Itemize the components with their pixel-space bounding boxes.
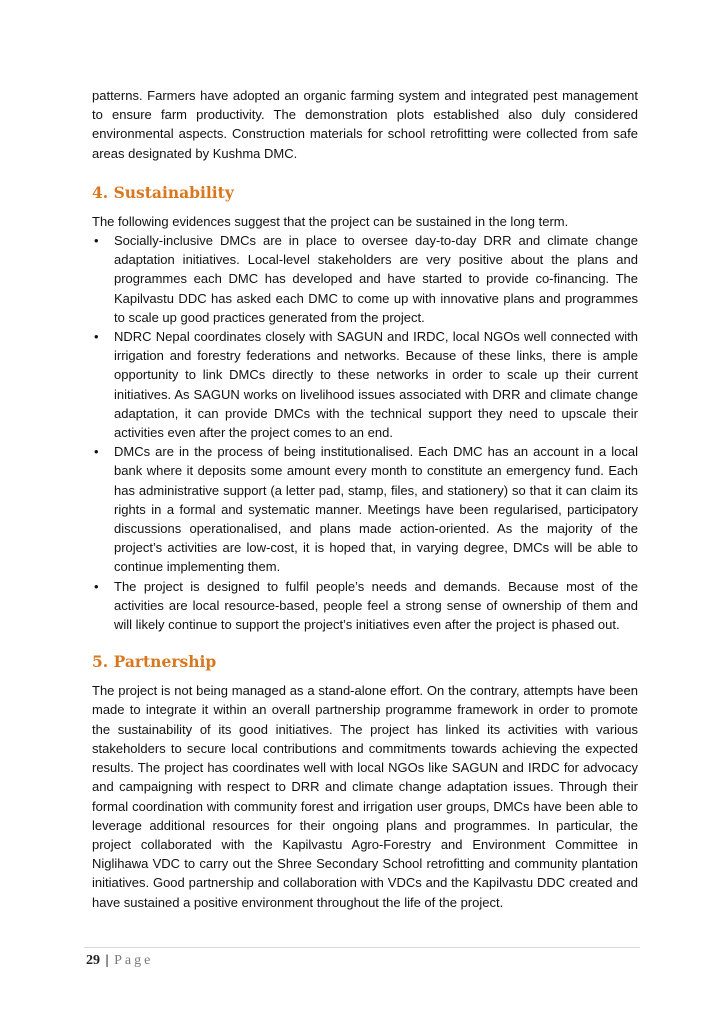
sustainability-heading: 4. Sustainability bbox=[92, 182, 234, 202]
document-page bbox=[92, 86, 638, 912]
sustainability-intro: The following evidences suggest that the project can be sustained in the long term. bbox=[92, 213, 569, 229]
bullet-icon: • bbox=[94, 444, 99, 460]
partnership-paragraph: The project is not being managed as a stand-alone effort. On the contrary, attempts have been made to integrate it within an overall partnership programme framework in order to promote the sustainability of its good initiatives. The project has linked its activities with various stakeholders to secure local contributions and commitments towards achieving the expected results. The project has coordinates well with local NGOs like SAGUN and IRDC for advocacy and campaigning with respect to DRR and climate change adaptation issues. Through their formal coordination with community forest and irrigation user groups, DMCs have been able to leverage additional resources for their ongoing plans and programmes. In particular, the project collaborated with the Kapilvastu Agro-Forestry and Environment Committee in Niglihawa VDC to carry out the Shree Secondary School retrofitting and community plantation initiatives. Good partnership and collaboration with VDCs and the Kapilvastu DDC created and have sustained a positive environment throughout the life of the project. bbox=[92, 683, 638, 910]
sustainability-bullet-list bbox=[92, 231, 638, 634]
page-footer bbox=[86, 953, 153, 969]
list-item bbox=[92, 327, 638, 442]
page-number: 29 bbox=[86, 953, 100, 968]
list-item bbox=[92, 231, 638, 327]
footer-separator: | bbox=[105, 953, 109, 968]
bullet-icon: • bbox=[94, 233, 99, 249]
bullet-text: DMCs are in the process of being institutionalised. Each DMC has an account in a local bank where it deposits some amount every month to constitute an emergency fund. Each has administrative support (a letter pad, stamp, files, and stationery) so that it can claim its rights in a formal and systematic manner. Meetings have been regularised, participatory discussions operationalised, and plans made action-oriented. As the majority of the project’s activities are low-cost, it is hoped that, in varying degree, DMCs will be able to continue implementing them. bbox=[114, 444, 638, 575]
bullet-icon: • bbox=[94, 578, 99, 594]
list-item bbox=[92, 577, 638, 635]
list-item bbox=[92, 442, 638, 576]
bullet-text: Socially-inclusive DMCs are in place to oversee day-to-day DRR and climate change adaptation initiatives. Local-level stakeholders are very positive about the plans and programmes each DMC has developed and have started to provide co-financing. The Kapilvastu DDC has asked each DMC to come up with innovative plans and programmes to scale up good practices generated from the project. bbox=[114, 233, 638, 325]
bullet-text: The project is designed to fulfil people’s needs and demands. Because most of the activities are local resource-based, people feel a strong sense of ownership of them and will likely continue to support the project’s initiatives even after the project is phased out. bbox=[114, 578, 638, 633]
intro-paragraph: patterns. Farmers have adopted an organic farming system and integrated pest management to ensure farm productivity. The demonstration plots established also duly considered environmental aspects. Construction materials for school retrofitting were collected from safe areas designated by Kushma DMC. bbox=[92, 88, 638, 161]
bullet-icon: • bbox=[94, 329, 99, 345]
bullet-text: NDRC Nepal coordinates closely with SAGUN and IRDC, local NGOs well connected with irrigation and forestry federations and networks. Because of these links, there is ample opportunity to link DMCs directly to these networks in order to scale up their current initiatives. As SAGUN works on livelihood issues associated with DRR and climate change adaptation, it can provide DMCs with the technical support they need to upscale their activities even after the project comes to an end. bbox=[114, 329, 638, 441]
page-label: Page bbox=[114, 953, 154, 968]
partnership-heading: 5. Partnership bbox=[92, 652, 217, 672]
footer-divider bbox=[84, 947, 640, 948]
